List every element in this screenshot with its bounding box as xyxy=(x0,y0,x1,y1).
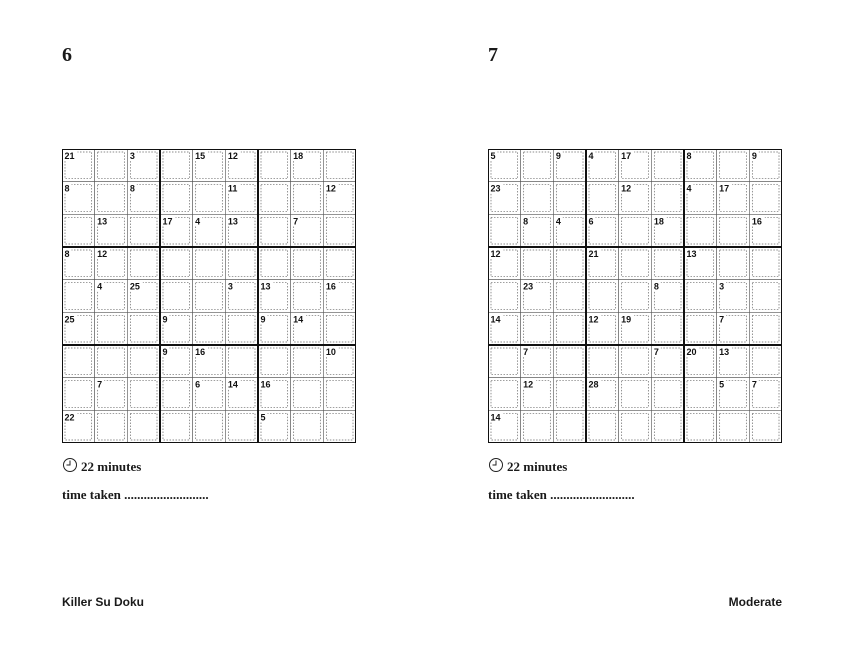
grid-cell[interactable] xyxy=(651,149,684,182)
cage-sum: 14 xyxy=(490,412,501,423)
grid-cell[interactable] xyxy=(488,214,521,247)
grid-cell[interactable] xyxy=(651,182,684,215)
grid-cell[interactable] xyxy=(553,182,586,215)
cage-sum: 18 xyxy=(293,151,304,161)
grid-cell[interactable] xyxy=(291,182,324,215)
grid-cell[interactable] xyxy=(717,214,750,247)
cage-sum: 9 xyxy=(260,314,266,325)
grid-cell[interactable] xyxy=(684,280,717,313)
grid-cell[interactable] xyxy=(127,214,160,247)
cage-sum: 17 xyxy=(621,151,632,161)
cage-sum: 8 xyxy=(64,249,70,259)
grid-cell[interactable] xyxy=(62,280,95,313)
grid-cell[interactable] xyxy=(651,247,684,280)
grid-cell[interactable] xyxy=(521,247,554,280)
time-taken-line: time taken .......................... xyxy=(62,487,209,502)
grid-cell[interactable] xyxy=(225,345,258,378)
grid-cell[interactable] xyxy=(95,182,128,215)
cage-sum: 17 xyxy=(719,183,730,194)
grid-cell[interactable] xyxy=(160,378,193,411)
grid-cell[interactable] xyxy=(62,345,95,378)
grid-cell[interactable] xyxy=(586,410,619,443)
cage-sum: 3 xyxy=(129,151,135,161)
killer-sudoku-grid xyxy=(488,149,782,443)
grid-cell[interactable] xyxy=(684,410,717,443)
cage-sum: 12 xyxy=(227,151,238,161)
grid-cell[interactable] xyxy=(684,312,717,345)
killer-sudoku-grid xyxy=(62,149,356,443)
grid-cell[interactable] xyxy=(749,410,782,443)
grid-cell[interactable] xyxy=(553,247,586,280)
grid-cell[interactable] xyxy=(717,149,750,182)
cage-sum: 7 xyxy=(293,216,299,227)
grid-cell[interactable] xyxy=(488,280,521,313)
cage-sum: 3 xyxy=(719,281,725,292)
grid-cell[interactable] xyxy=(323,378,356,411)
cage-sum: 4 xyxy=(588,151,594,161)
grid-cell[interactable] xyxy=(160,182,193,215)
cage-sum: 18 xyxy=(653,216,664,227)
cage-sum: 25 xyxy=(64,314,75,325)
grid-cell[interactable] xyxy=(127,410,160,443)
cage-sum: 13 xyxy=(97,216,108,227)
cage-sum: 8 xyxy=(64,183,70,194)
grid-cell[interactable] xyxy=(749,345,782,378)
grid-cell[interactable] xyxy=(521,312,554,345)
grid-cell[interactable] xyxy=(62,214,95,247)
cage-sum: 15 xyxy=(195,151,206,161)
cage-sum: 5 xyxy=(719,379,725,390)
page-number: 7 xyxy=(488,44,498,66)
cage-sum: 16 xyxy=(325,281,336,292)
grid-cell[interactable] xyxy=(258,214,291,247)
time-target xyxy=(62,457,141,477)
cage-sum: 12 xyxy=(523,379,534,390)
cage-sum: 8 xyxy=(686,151,692,161)
grid-cell[interactable] xyxy=(323,247,356,280)
cage-sum: 9 xyxy=(162,314,168,325)
grid-cell[interactable] xyxy=(193,280,226,313)
grid-cell[interactable] xyxy=(160,149,193,182)
cage-sum: 12 xyxy=(97,249,108,259)
grid-cell[interactable] xyxy=(749,247,782,280)
cage-sum: 16 xyxy=(751,216,762,227)
cage-sum: 13 xyxy=(260,281,271,292)
cage-sum: 12 xyxy=(588,314,599,325)
grid-cell[interactable] xyxy=(488,378,521,411)
cage-sum: 7 xyxy=(523,347,529,357)
grid-cell[interactable] xyxy=(291,280,324,313)
cage-sum: 8 xyxy=(523,216,529,227)
grid-cell[interactable] xyxy=(225,247,258,280)
grid-cell[interactable] xyxy=(323,149,356,182)
grid-cell[interactable] xyxy=(619,378,652,411)
cage-sum: 13 xyxy=(719,347,730,357)
cage-sum: 7 xyxy=(719,314,725,325)
cage-sum: 8 xyxy=(653,281,659,292)
grid-cell[interactable] xyxy=(619,247,652,280)
cage-sum: 5 xyxy=(260,412,266,423)
cage-sum: 4 xyxy=(555,216,561,227)
grid-cell[interactable] xyxy=(586,345,619,378)
grid-cell[interactable] xyxy=(193,312,226,345)
grid-cell[interactable] xyxy=(586,182,619,215)
grid-cell[interactable] xyxy=(619,410,652,443)
grid-cell[interactable] xyxy=(619,345,652,378)
grid-cell[interactable] xyxy=(193,182,226,215)
cage-sum: 6 xyxy=(195,379,201,390)
cage-sum: 17 xyxy=(162,216,173,227)
grid-cell[interactable] xyxy=(258,247,291,280)
cage-sum: 7 xyxy=(97,379,103,390)
cage-sum: 20 xyxy=(686,347,697,357)
grid-cell[interactable] xyxy=(586,280,619,313)
cage-sum: 9 xyxy=(751,151,757,161)
grid-cell[interactable] xyxy=(127,247,160,280)
cage-sum: 12 xyxy=(490,249,501,259)
grid-cell[interactable] xyxy=(95,410,128,443)
grid-cell[interactable] xyxy=(717,410,750,443)
grid-cell[interactable] xyxy=(225,410,258,443)
cage-sum: 10 xyxy=(325,347,336,357)
grid-cell[interactable] xyxy=(127,378,160,411)
grid-cell[interactable] xyxy=(193,247,226,280)
grid-cell[interactable] xyxy=(160,247,193,280)
cage-sum: 23 xyxy=(523,281,534,292)
grid-cell[interactable] xyxy=(323,312,356,345)
grid-cell[interactable] xyxy=(127,312,160,345)
time-label: 22 minutes xyxy=(81,459,142,474)
grid-cell[interactable] xyxy=(521,182,554,215)
cage-sum: 14 xyxy=(490,314,501,325)
cage-sum: 22 xyxy=(64,412,75,423)
cage-sum: 23 xyxy=(490,183,501,194)
grid-cell[interactable] xyxy=(193,410,226,443)
time-label: 22 minutes xyxy=(507,459,568,474)
cage-sum: 4 xyxy=(195,216,201,227)
cage-sum: 14 xyxy=(293,314,304,325)
cage-sum: 19 xyxy=(621,314,632,325)
time-taken-line: time taken .......................... xyxy=(488,487,635,502)
cage-sum: 16 xyxy=(260,379,271,390)
cage-sum: 11 xyxy=(227,183,238,194)
grid-cell[interactable] xyxy=(95,312,128,345)
grid-cell[interactable] xyxy=(291,378,324,411)
grid-cell[interactable] xyxy=(95,149,128,182)
grid-cell[interactable] xyxy=(717,247,750,280)
grid-cell[interactable] xyxy=(323,214,356,247)
cage-sum: 13 xyxy=(227,216,238,227)
cage-sum: 6 xyxy=(588,216,594,227)
grid-cell[interactable] xyxy=(749,280,782,313)
grid-cell[interactable] xyxy=(521,149,554,182)
cage-sum: 21 xyxy=(64,151,75,161)
grid-cell[interactable] xyxy=(95,345,128,378)
cage-sum: 7 xyxy=(653,347,659,357)
grid-cell[interactable] xyxy=(684,214,717,247)
grid-cell[interactable] xyxy=(488,345,521,378)
cage-sum: 12 xyxy=(621,183,632,194)
grid-cell[interactable] xyxy=(258,345,291,378)
grid-cell[interactable] xyxy=(651,378,684,411)
clock-icon xyxy=(62,457,78,477)
grid-cell[interactable] xyxy=(553,378,586,411)
grid-cell[interactable] xyxy=(225,312,258,345)
grid-cell[interactable] xyxy=(553,280,586,313)
grid-cell[interactable] xyxy=(323,410,356,443)
grid-cell[interactable] xyxy=(553,345,586,378)
grid-cell[interactable] xyxy=(619,214,652,247)
clock-icon xyxy=(488,457,504,477)
cage-sum: 4 xyxy=(97,281,103,292)
grid-cell[interactable] xyxy=(291,410,324,443)
grid-cell[interactable] xyxy=(127,345,160,378)
grid-cell[interactable] xyxy=(619,280,652,313)
grid-svg xyxy=(488,149,782,443)
grid-cell[interactable] xyxy=(553,410,586,443)
book-title: Killer Su Doku xyxy=(62,595,145,609)
cage-sum: 28 xyxy=(588,379,599,390)
grid-cell[interactable] xyxy=(749,182,782,215)
grid-cell[interactable] xyxy=(651,410,684,443)
cage-sum: 7 xyxy=(751,379,757,390)
cage-sum: 9 xyxy=(555,151,561,161)
grid-cell[interactable] xyxy=(62,378,95,411)
cage-sum: 13 xyxy=(686,249,697,259)
cage-sum: 25 xyxy=(129,281,140,292)
cage-sum: 3 xyxy=(227,281,233,292)
cage-sum: 14 xyxy=(227,379,238,390)
grid-cell[interactable] xyxy=(291,247,324,280)
cage-sum: 4 xyxy=(686,183,692,194)
page-number: 6 xyxy=(62,44,72,66)
cage-sum: 16 xyxy=(195,347,206,357)
grid-cell[interactable] xyxy=(521,410,554,443)
difficulty-label: Moderate xyxy=(728,595,782,609)
grid-cell[interactable] xyxy=(651,312,684,345)
grid-cell[interactable] xyxy=(684,378,717,411)
cage-sum: 8 xyxy=(129,183,135,194)
cage-sum: 5 xyxy=(490,151,496,161)
time-target xyxy=(488,457,567,477)
grid-cell[interactable] xyxy=(160,280,193,313)
grid-cell[interactable] xyxy=(749,312,782,345)
cage-sum: 9 xyxy=(162,347,168,357)
grid-svg xyxy=(62,149,356,443)
grid-cell[interactable] xyxy=(291,345,324,378)
grid-cell[interactable] xyxy=(258,182,291,215)
cage-sum: 21 xyxy=(588,249,599,259)
grid-cell[interactable] xyxy=(553,312,586,345)
grid-cell[interactable] xyxy=(258,149,291,182)
grid-cell[interactable] xyxy=(160,410,193,443)
cage-sum: 12 xyxy=(325,183,336,194)
